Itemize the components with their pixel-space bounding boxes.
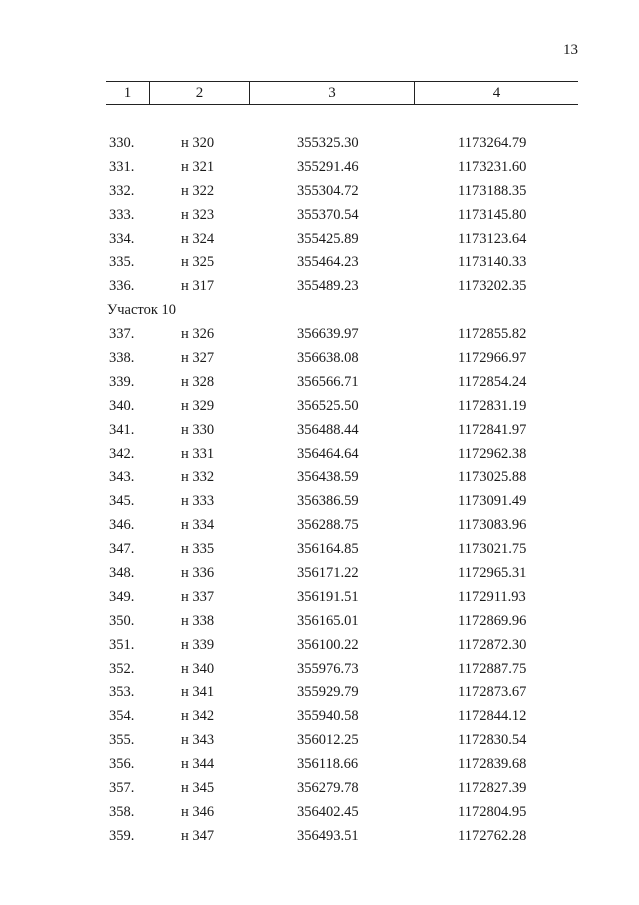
- coord-y: 1172873.67: [458, 684, 527, 701]
- row-number: 338.: [109, 350, 135, 367]
- row-number: 355.: [109, 732, 135, 749]
- coord-x: 356118.66: [297, 756, 359, 773]
- coord-x: 356100.22: [297, 636, 359, 653]
- row-number: 351.: [109, 636, 135, 653]
- table-row: [0, 514, 639, 538]
- point-id: н 326: [181, 326, 215, 343]
- coord-y: 1173083.96: [458, 517, 527, 534]
- table-row: [0, 562, 639, 586]
- point-id: н 344: [181, 756, 215, 773]
- coord-x: 356638.08: [297, 350, 359, 367]
- coord-y: 1172855.82: [458, 326, 527, 343]
- point-id: н 341: [181, 684, 215, 701]
- coord-y: 1173140.33: [458, 254, 527, 271]
- table-row: [0, 347, 639, 371]
- row-number: 339.: [109, 373, 135, 390]
- row-number: 331.: [109, 158, 135, 175]
- table-row: [0, 658, 639, 682]
- row-number: 345.: [109, 493, 135, 510]
- point-id: н 320: [181, 135, 215, 151]
- coord-y: 1173231.60: [458, 158, 527, 175]
- coord-y: 1172965.31: [458, 565, 527, 582]
- row-number: 340.: [109, 397, 135, 414]
- table-row: [0, 634, 639, 658]
- row-number: 350.: [109, 612, 135, 629]
- table-row: [0, 251, 639, 275]
- point-id: н 332: [181, 469, 215, 486]
- coord-x: 355940.58: [297, 708, 359, 725]
- table-row: [0, 777, 639, 801]
- coord-y: 1173021.75: [458, 541, 527, 558]
- coord-y: 1172869.96: [458, 612, 527, 629]
- coord-y: 1172831.19: [458, 397, 527, 414]
- section-heading: Участок 10: [107, 302, 176, 319]
- table-row: [0, 132, 639, 156]
- point-id: н 322: [181, 182, 215, 199]
- point-id: н 333: [181, 493, 215, 510]
- coord-y: 1172827.39: [458, 780, 527, 797]
- row-number: 354.: [109, 708, 135, 725]
- table-row: [0, 610, 639, 634]
- table-row: [0, 371, 639, 395]
- row-number: 346.: [109, 517, 135, 534]
- point-id: н 346: [181, 803, 215, 820]
- point-id: н 340: [181, 660, 215, 677]
- coord-y: 1172804.95: [458, 803, 527, 820]
- coord-y: 1172844.12: [458, 708, 527, 725]
- header-col-2: 2: [149, 82, 249, 104]
- row-number: 352.: [109, 660, 135, 677]
- table-row: [0, 180, 639, 204]
- coord-y: 1173202.35: [458, 278, 527, 295]
- row-number: 336.: [109, 278, 135, 295]
- coord-x: 355291.46: [297, 158, 359, 175]
- point-id: н 347: [181, 827, 215, 844]
- coord-y: 1172872.30: [458, 636, 527, 653]
- point-id: н 330: [181, 421, 215, 438]
- coord-x: 356438.59: [297, 469, 359, 486]
- coord-x: 356279.78: [297, 780, 359, 797]
- point-id: н 323: [181, 206, 215, 223]
- point-id: н 325: [181, 254, 215, 271]
- coord-y: 1172854.24: [458, 373, 527, 390]
- row-number: 357.: [109, 780, 135, 797]
- table-row: [0, 419, 639, 443]
- coord-x: 355425.89: [297, 230, 359, 247]
- point-id: н 331: [181, 445, 215, 462]
- coord-y: 1172911.93: [458, 588, 526, 605]
- page-number: 13: [563, 42, 578, 58]
- coord-x: 355976.73: [297, 660, 359, 677]
- header-col-4: 4: [414, 82, 578, 104]
- coord-x: 355929.79: [297, 684, 359, 701]
- point-id: н 345: [181, 780, 215, 797]
- row-number: 353.: [109, 684, 135, 701]
- table-row: [0, 204, 639, 228]
- row-number: 332.: [109, 182, 135, 199]
- row-number: 337.: [109, 326, 135, 343]
- row-number: 330.: [109, 135, 135, 151]
- coord-y: 1173188.35: [458, 182, 527, 199]
- coord-x: 356386.59: [297, 493, 359, 510]
- coord-x: 356012.25: [297, 732, 359, 749]
- section-heading-row: [0, 299, 639, 323]
- coord-x: 356288.75: [297, 517, 359, 534]
- coord-x: 355325.30: [297, 135, 359, 151]
- table-row: [0, 705, 639, 729]
- point-id: н 317: [181, 278, 215, 295]
- row-number: 356.: [109, 756, 135, 773]
- coord-y: 1172962.38: [458, 445, 527, 462]
- row-number: 349.: [109, 588, 135, 605]
- point-id: н 324: [181, 230, 215, 247]
- table-row: [0, 586, 639, 610]
- coord-y: 1173025.88: [458, 469, 527, 486]
- coord-x: 356464.64: [297, 445, 359, 462]
- table-row: [0, 443, 639, 467]
- coord-y: 1172830.54: [458, 732, 527, 749]
- coord-x: 356488.44: [297, 421, 359, 438]
- point-id: н 339: [181, 636, 215, 653]
- row-number: 341.: [109, 421, 135, 438]
- row-number: 348.: [109, 565, 135, 582]
- row-number: 342.: [109, 445, 135, 462]
- point-id: н 329: [181, 397, 215, 414]
- table-row: [0, 275, 639, 299]
- point-id: н 342: [181, 708, 215, 725]
- coord-x: 356493.51: [297, 827, 359, 844]
- table-row: [0, 801, 639, 825]
- coord-x: 356164.85: [297, 541, 359, 558]
- point-id: н 343: [181, 732, 215, 749]
- table-row: [0, 466, 639, 490]
- coord-y: 1173264.79: [458, 135, 527, 151]
- table-row: [0, 825, 639, 849]
- table-row: [0, 156, 639, 180]
- table-row: [0, 538, 639, 562]
- table-row: [0, 228, 639, 252]
- coord-y: 1172966.97: [458, 350, 527, 367]
- row-number: 333.: [109, 206, 135, 223]
- point-id: н 328: [181, 373, 215, 390]
- header-col-1: 1: [123, 84, 132, 101]
- coord-y: 1172887.75: [458, 660, 527, 677]
- coord-y: 1172841.97: [458, 421, 527, 438]
- coord-x: 356639.97: [297, 326, 359, 343]
- point-id: н 335: [181, 541, 215, 558]
- point-id: н 334: [181, 517, 215, 534]
- coord-y: 1172762.28: [458, 827, 527, 844]
- coord-x: 356525.50: [297, 397, 359, 414]
- point-id: н 336: [181, 565, 215, 582]
- coord-y: 1173123.64: [458, 230, 527, 247]
- point-id: н 327: [181, 350, 215, 367]
- row-number: 358.: [109, 803, 135, 820]
- table-row: [0, 490, 639, 514]
- row-number: 359.: [109, 827, 135, 844]
- point-id: н 337: [181, 588, 215, 605]
- row-number: 335.: [109, 254, 135, 271]
- coord-x: 356191.51: [297, 588, 359, 605]
- row-number: 334.: [109, 230, 135, 247]
- coord-x: 356165.01: [297, 612, 359, 629]
- coordinate-table-body: [0, 132, 639, 849]
- table-row: [0, 323, 639, 347]
- coord-x: 356402.45: [297, 803, 359, 820]
- coord-y: 1172839.68: [458, 756, 527, 773]
- coord-x: 355370.54: [297, 206, 359, 223]
- coord-x: 356566.71: [297, 373, 359, 390]
- table-row: [0, 681, 639, 705]
- coord-x: 355464.23: [297, 254, 359, 271]
- coord-y: 1173145.80: [458, 206, 527, 223]
- point-id: н 338: [181, 612, 215, 629]
- coord-x: 355489.23: [297, 278, 359, 295]
- row-number: 347.: [109, 541, 135, 558]
- point-id: н 321: [181, 158, 215, 175]
- row-number: 343.: [109, 469, 135, 486]
- table-row: [0, 395, 639, 419]
- coord-x: 355304.72: [297, 182, 359, 199]
- table-header: [106, 81, 578, 105]
- header-col-3: 3: [249, 82, 414, 104]
- table-row: [0, 729, 639, 753]
- table-row: [0, 753, 639, 777]
- coord-y: 1173091.49: [458, 493, 527, 510]
- coord-x: 356171.22: [297, 565, 359, 582]
